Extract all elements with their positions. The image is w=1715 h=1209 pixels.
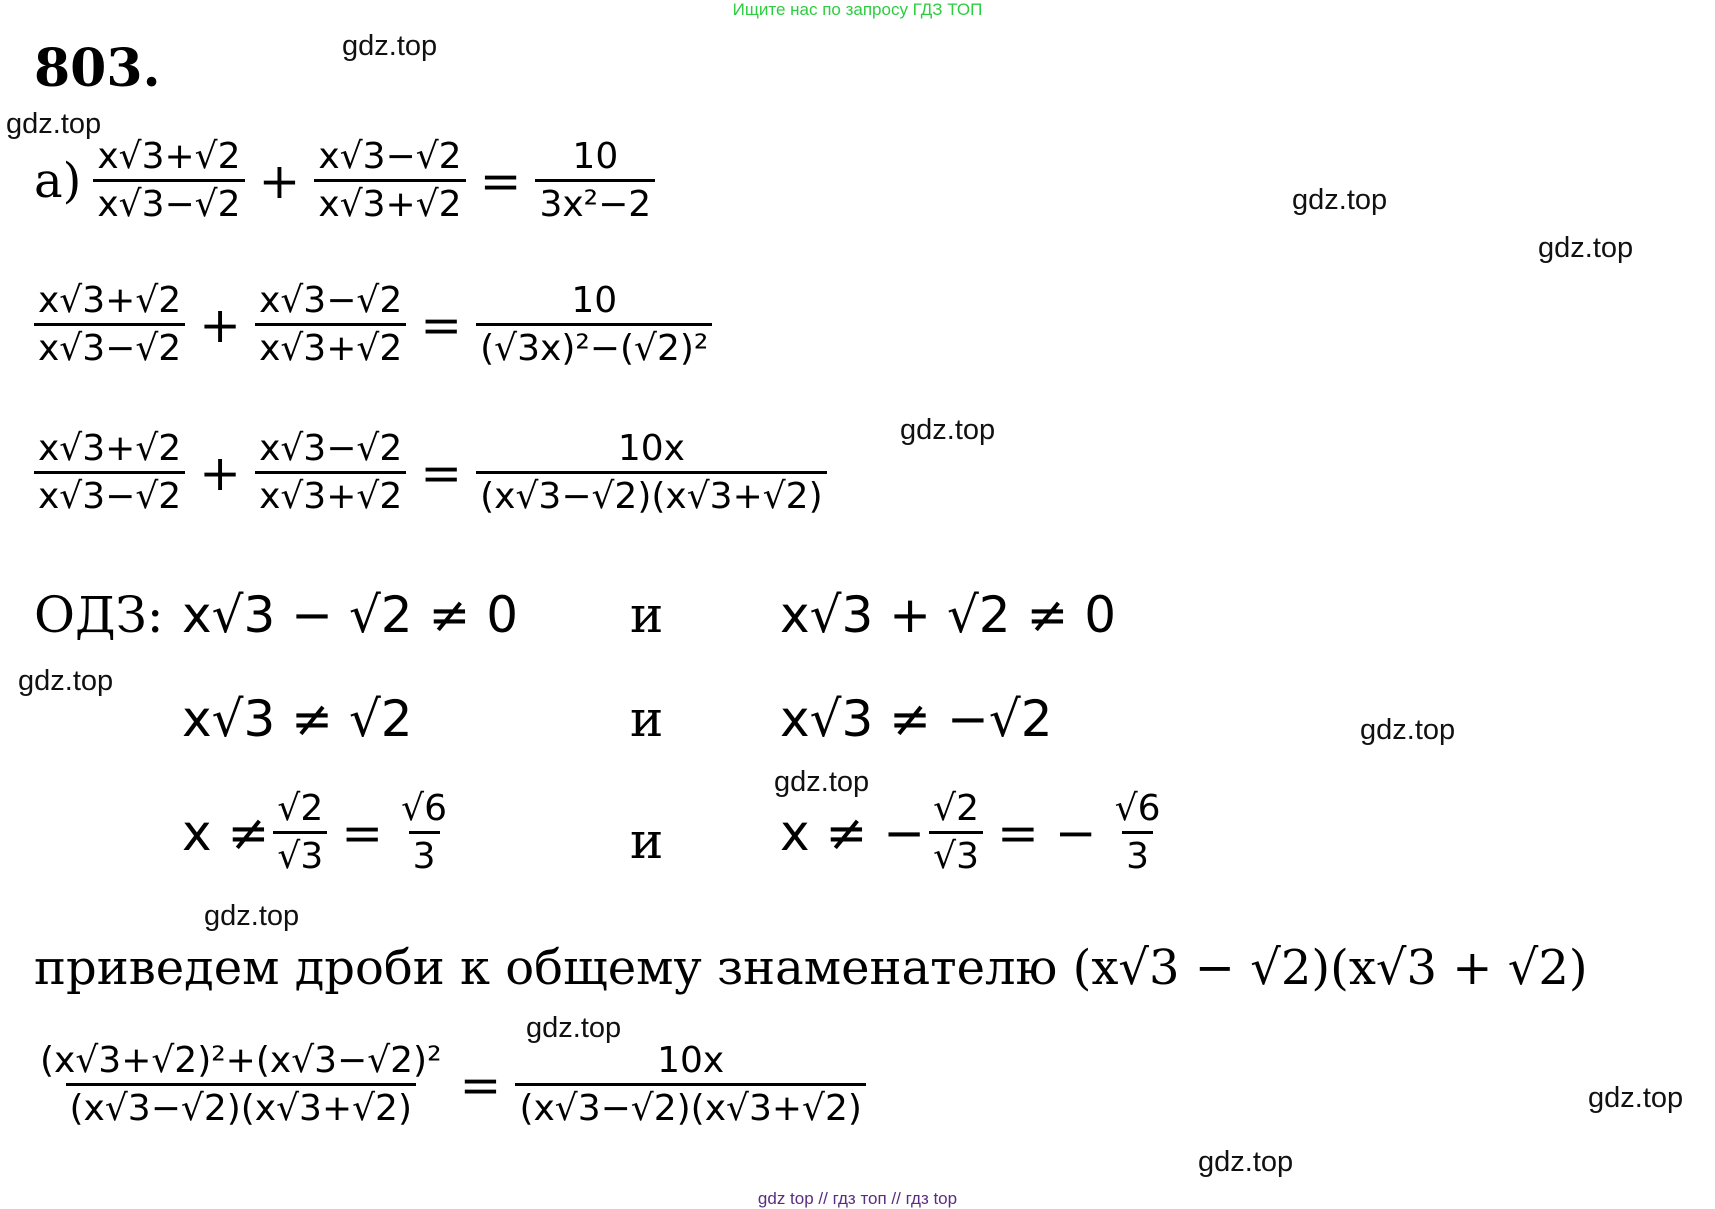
equation-final <box>32 1040 870 1129</box>
numerator: x√3+√2 <box>38 428 182 469</box>
equation-line-1 <box>34 136 659 225</box>
watermark: gdz.top <box>1360 714 1456 746</box>
equals-sign: = − <box>997 803 1097 862</box>
plus-operator: + <box>199 295 242 354</box>
denominator: x√3+√2 <box>314 179 465 225</box>
denominator: (x√3−√2)(x√3+√2) <box>66 1083 417 1129</box>
plus-operator: + <box>258 151 301 210</box>
denominator: 3 <box>409 831 440 877</box>
denominator: x√3+√2 <box>255 323 406 369</box>
watermark: gdz.top <box>774 766 870 798</box>
odz-solution-left <box>182 788 455 877</box>
watermark: gdz.top <box>6 108 102 140</box>
denominator: 3x²−2 <box>535 179 655 225</box>
fraction <box>535 136 655 225</box>
watermark: gdz.top <box>1292 184 1388 216</box>
top-banner: Ищите нас по запросу ГДЗ ТОП <box>732 0 983 19</box>
watermark: gdz.top <box>18 665 114 697</box>
fraction <box>255 428 406 517</box>
numerator: √6 <box>1114 788 1161 829</box>
equals-sign: = <box>420 443 463 502</box>
fraction <box>34 428 185 517</box>
numerator: 10x <box>617 428 685 469</box>
problem-number: 803. <box>34 38 161 99</box>
watermark: gdz.top <box>204 900 300 932</box>
denominator: 3 <box>1122 831 1153 877</box>
conjunction: и <box>630 690 664 748</box>
equals-sign: = <box>420 295 463 354</box>
numerator: √6 <box>401 788 447 829</box>
equals-sign: = <box>341 803 384 862</box>
denominator: (x√3−√2)(x√3+√2) <box>515 1083 866 1129</box>
denominator: x√3−√2 <box>34 471 185 517</box>
instruction-sentence: приведем дроби к общему знаменателю (x√3 − √2)(x√3 + √2) <box>34 940 1588 996</box>
odz-condition: x√3 ≠ √2 <box>182 690 413 748</box>
fraction <box>93 136 244 225</box>
denominator: √3 <box>273 831 327 877</box>
numerator: 10 <box>571 280 618 321</box>
equation-line-2 <box>30 280 716 369</box>
odz-condition: x√3 + √2 ≠ 0 <box>780 586 1117 644</box>
denominator: x√3−√2 <box>93 179 244 225</box>
watermark: gdz.top <box>1198 1146 1294 1178</box>
equation-line-3 <box>30 428 831 517</box>
fraction <box>476 280 712 369</box>
odz-expression: x ≠ <box>182 803 270 862</box>
watermark: gdz.top <box>1538 232 1634 264</box>
fraction <box>929 788 983 877</box>
numerator: (x√3+√2)²+(x√3−√2)² <box>40 1040 442 1081</box>
numerator: x√3+√2 <box>97 136 241 177</box>
numerator: 10 <box>572 136 619 177</box>
odz-expression: x ≠ − <box>780 803 926 862</box>
part-label: а) <box>34 152 82 209</box>
odz-condition: x√3 − √2 ≠ 0 <box>182 586 519 644</box>
denominator: x√3−√2 <box>34 323 185 369</box>
fraction <box>255 280 406 369</box>
numerator: x√3−√2 <box>259 280 403 321</box>
fraction <box>476 428 827 517</box>
fraction <box>515 1040 866 1129</box>
denominator: √3 <box>929 831 983 877</box>
fraction <box>36 1040 446 1129</box>
conjunction: и <box>630 586 664 644</box>
watermark: gdz.top <box>526 1012 622 1044</box>
denominator: (x√3−√2)(x√3+√2) <box>476 471 827 517</box>
fraction <box>273 788 327 877</box>
bottom-banner: gdz top // гдз топ // гдз top <box>757 1189 958 1208</box>
numerator: x√3−√2 <box>318 136 462 177</box>
denominator: (√3x)²−(√2)² <box>476 323 712 369</box>
fraction <box>1111 788 1165 877</box>
numerator: 10x <box>657 1040 725 1081</box>
odz-label: ОДЗ: <box>34 586 164 644</box>
plus-operator: + <box>199 443 242 502</box>
odz-condition: x√3 ≠ −√2 <box>780 690 1053 748</box>
fraction <box>34 280 185 369</box>
fraction <box>397 788 451 877</box>
conjunction: и <box>630 812 664 870</box>
numerator: x√3−√2 <box>259 428 403 469</box>
denominator: x√3+√2 <box>255 471 406 517</box>
watermark: gdz.top <box>900 414 996 446</box>
equals-sign: = <box>459 1055 502 1114</box>
equals-sign: = <box>479 151 522 210</box>
watermark: gdz.top <box>1588 1082 1684 1114</box>
numerator: x√3+√2 <box>38 280 182 321</box>
odz-solution-right <box>780 788 1169 877</box>
numerator: √2 <box>933 788 980 829</box>
fraction <box>314 136 465 225</box>
watermark: gdz.top <box>342 30 438 62</box>
numerator: √2 <box>277 788 324 829</box>
